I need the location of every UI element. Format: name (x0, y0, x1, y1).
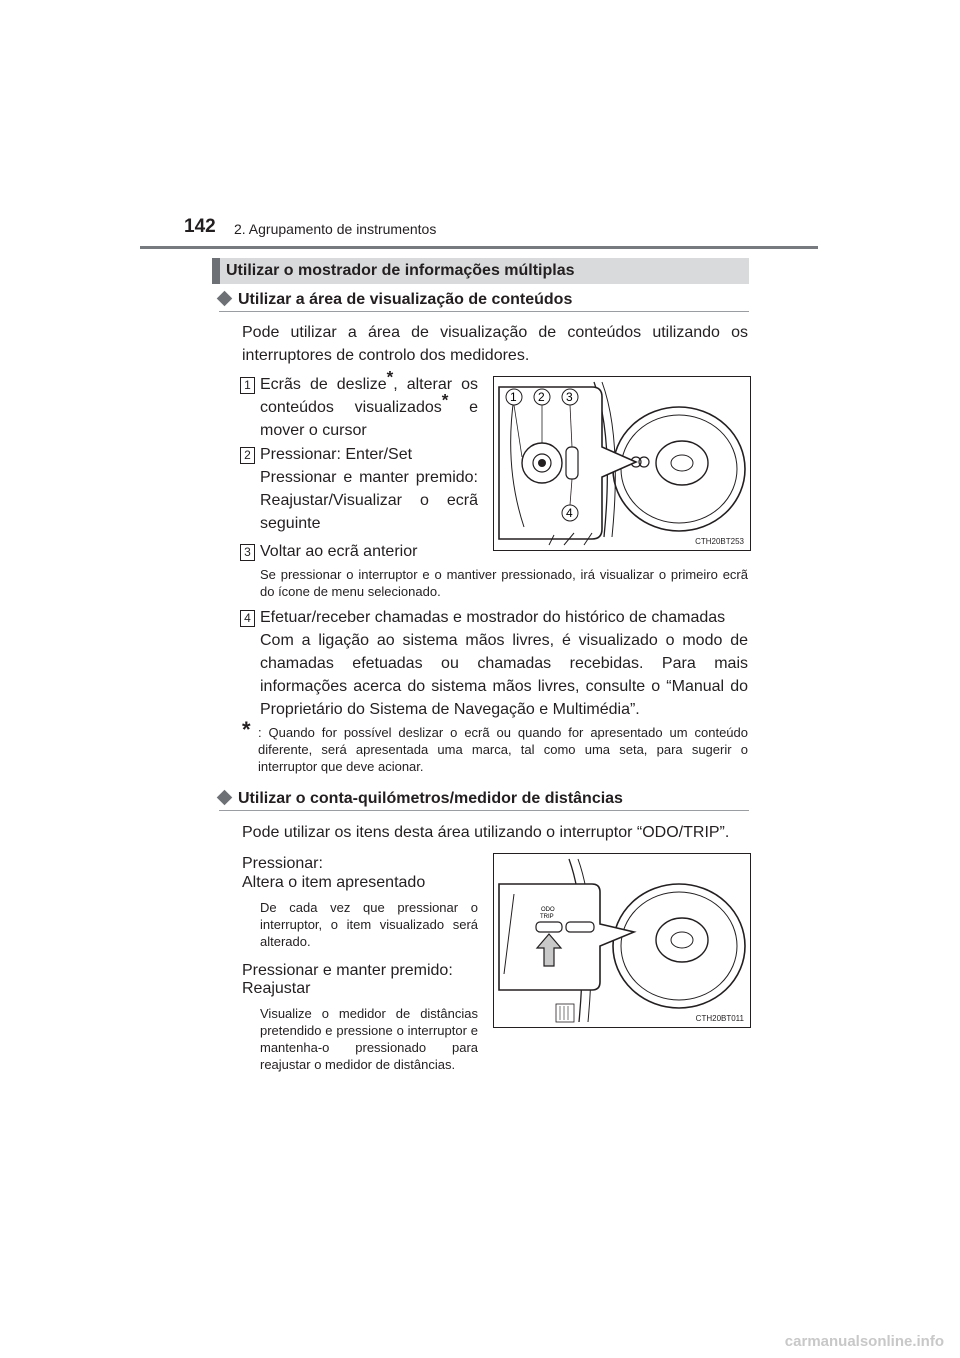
callout-2: 2 (538, 390, 545, 404)
odo-label: ODO (541, 907, 555, 913)
callout-4: 4 (566, 506, 573, 520)
heading-rule (219, 810, 749, 811)
press-action: Altera o item apresentado (242, 874, 426, 891)
steering-switch-figure (493, 376, 751, 551)
list-item: Ecrãs de deslize*, alterar os conteúdos visualizados* e mover o cursor (260, 367, 478, 439)
content-area-intro: Pode utilizar a área de visualização de conteúdos utilizando os interruptores de controlo dos medidores. (242, 324, 748, 364)
item-number-badge: 4 (240, 610, 255, 627)
steering-wheel-illustration (494, 377, 750, 550)
footer-watermark: carmanualsonline.info (784, 1333, 944, 1350)
press-label: Pressionar: (242, 855, 323, 872)
list-item: Voltar ao ecrã anterior (260, 543, 418, 560)
item-number-badge: 1 (240, 377, 255, 394)
content-area-heading: Utilizar a área de visualização de conteúdos (219, 291, 572, 309)
list-item-note: Se pressionar o interruptor e o mantiver pressionado, irá visualizar o primeiro ecrã do ícone de menu selecionado. (260, 567, 748, 599)
figure-code: CTH20BT011 (695, 1014, 744, 1023)
figure-code: CTH20BT253 (695, 537, 744, 546)
footnote-mark: * (242, 717, 251, 742)
item-number-badge: 2 (240, 447, 255, 464)
callout-3: 3 (566, 390, 573, 404)
hold-note: Visualize o medidor de distâncias pretendido e pressione o interruptor e mantenha-o pressionado para reajustar o medidor de distâncias. (260, 1006, 478, 1072)
chapter-title: 2. Agrupamento de instrumentos (234, 221, 437, 237)
trip-label: TRIP (540, 914, 554, 920)
header-rule (140, 246, 818, 249)
press-note: De cada vez que pressionar o interruptor, o item visualizado será alterado. (260, 900, 478, 949)
hold-label: Pressionar e manter premido: (242, 962, 453, 979)
odo-trip-figure (493, 853, 751, 1028)
list-item-detail: Com a ligação ao sistema mãos livres, é visualizado o modo de chamadas efetuadas ou chamadas recebidas. Para mais informações acerca do sistema mãos livres, consulte o “Manual do Proprietário do Sistema de Navegação e Multimédia”. (260, 632, 748, 718)
list-item: Pressionar: Enter/Set (260, 446, 413, 463)
odo-trip-illustration (494, 854, 750, 1027)
callout-1: 1 (510, 390, 517, 404)
list-item-detail: Pressionar e manter premido: Reajustar/Visualizar o ecrã seguinte (260, 469, 478, 532)
page-number: 142 (184, 216, 216, 237)
section-title: Utilizar o mostrador de informações múltiplas (226, 262, 575, 279)
item-number-badge: 3 (240, 544, 255, 561)
footnote: : Quando for possível deslizar o ecrã ou quando for apresentado um conteúdo diferente, será apresentada uma marca, tal como uma seta, para sugerir o interruptor que deve acionar. (258, 725, 748, 774)
odometer-intro: Pode utilizar os itens desta área utilizando o interruptor “ODO/TRIP”. (242, 824, 730, 841)
diamond-bullet-icon (217, 790, 233, 806)
diamond-bullet-icon (217, 291, 233, 307)
odometer-heading: Utilizar o conta-quilómetros/medidor de distâncias (219, 790, 623, 808)
heading-rule (219, 311, 749, 312)
list-item: Efetuar/receber chamadas e mostrador do histórico de chamadas (260, 609, 726, 626)
hold-action: Reajustar (242, 980, 311, 997)
